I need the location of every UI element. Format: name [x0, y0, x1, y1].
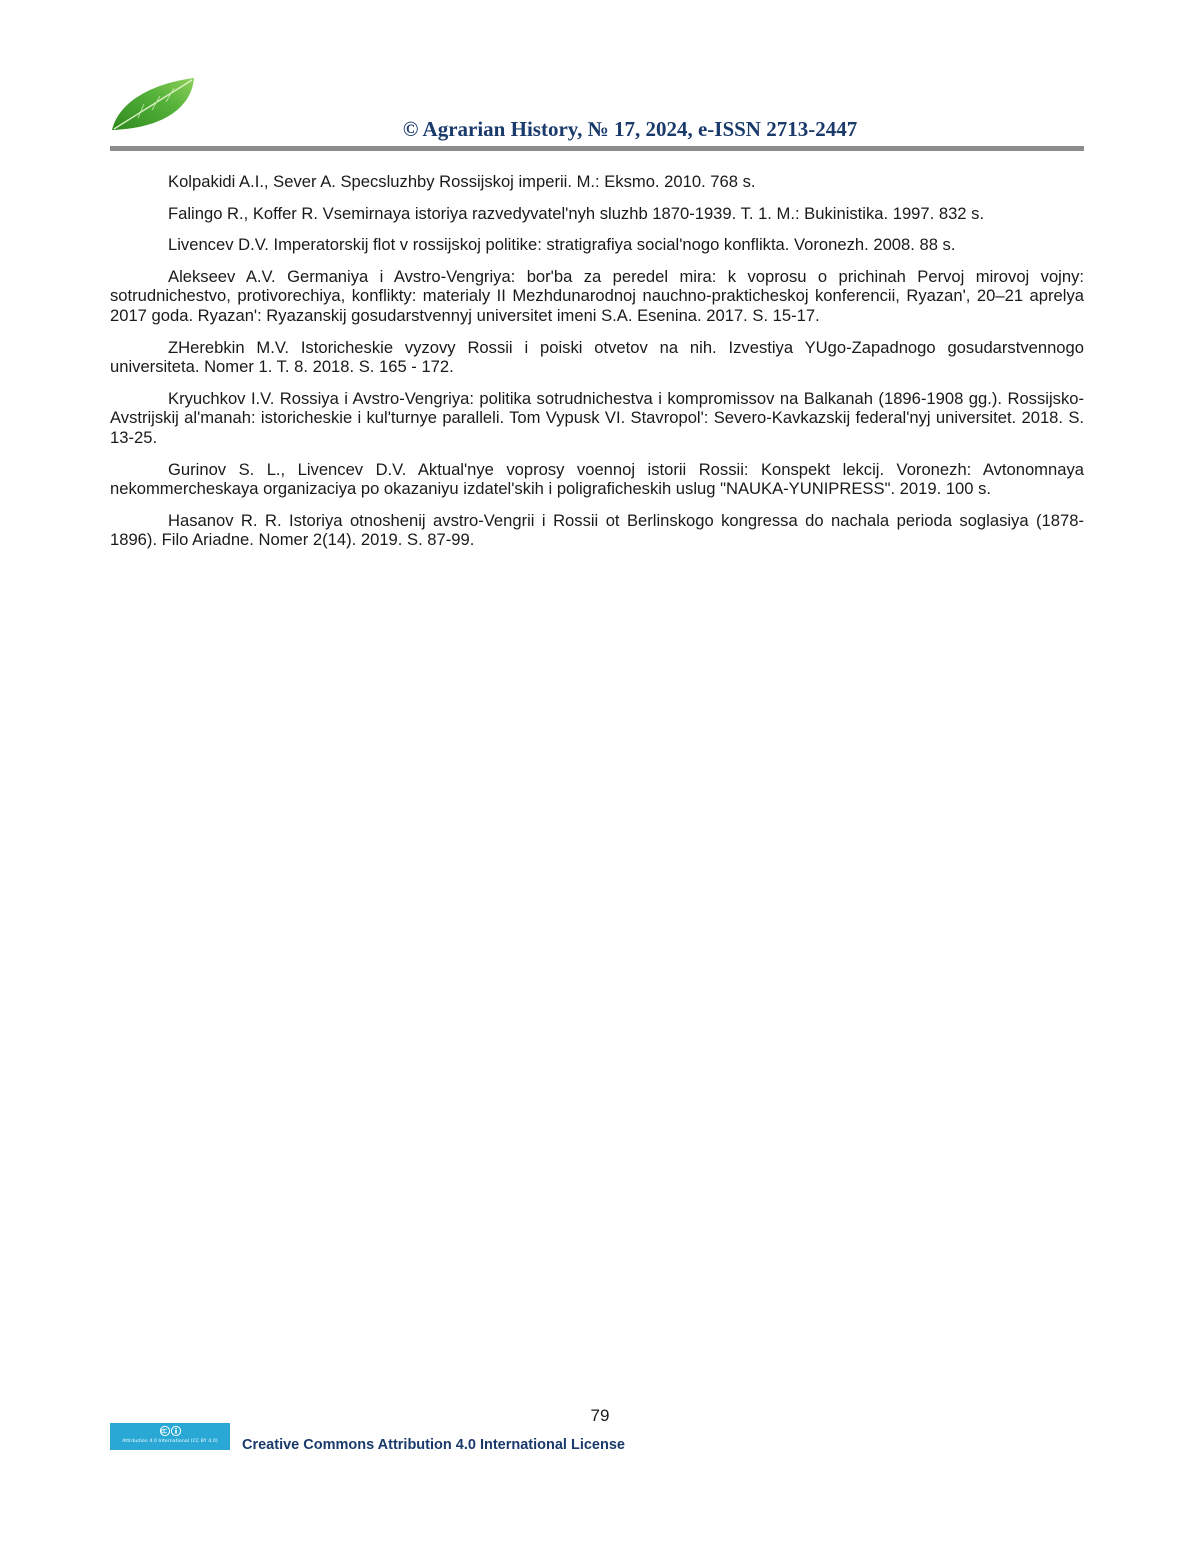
- reference-item: Falingo R., Koffer R. Vsemirnaya istoriya razvedyvatel'nyh sluzhb 1870-1939. T. 1. M.: Bukinistika. 1997. 832 s.: [168, 203, 985, 223]
- header-divider: [110, 146, 1084, 151]
- reference-item: Alekseev A.V. Germaniya i Avstro-Vengriya: bor'ba za peredel mira: k voprosu o prichinah Pervoj mirovoj vojny: sotrudnichestvo, protivorechiya, konflikty: materialy II Mezhdunarodnoj nauchno-prakticheskoj konferencii, Ryazan', 20–21 aprelya 2017 goda. Ryazan': Ryazanskij gosudarstvennyj universitet imeni S.A. Esenina. 2017. S. 15-17.: [110, 266, 1084, 325]
- page-number: 79: [590, 1406, 610, 1425]
- reference-item: Livencev D.V. Imperatorskij flot v rossijskoj politike: stratigrafiya social'nogo konflikta. Voronezh. 2008. 88 s.: [168, 235, 956, 255]
- license-link[interactable]: Creative Commons Attribution 4.0 International License: [242, 1437, 625, 1453]
- reference-item: Hasanov R. R. Istoriya otnoshenij avstro-Vengrii i Rossii ot Berlinskogo kongressa do nachala perioda soglasiya (1878-1896). Filo Ariadne. Nomer 2(14). 2019. S. 87-99.: [110, 510, 1084, 550]
- reference-list: [110, 172, 1084, 562]
- cc-by-icon: [110, 1425, 230, 1437]
- reference-item: Kryuchkov I.V. Rossiya i Avstro-Vengriya: politika sotrudnichestva i kompromissov na Balkanah (1896-1908 gg.). Rossijsko-Avstrijskij al'manah: istoricheskie i kul'turnye paralleli. Tom Vypusk VI. Stavropol': Severo-Kavkazskij federal'nyj universitet. 2018. S. 13-25.: [110, 388, 1084, 447]
- leaf-icon: [108, 74, 200, 134]
- reference-item: Gurinov S. L., Livencev D.V. Aktual'nye voprosy voennoj istorii Rossii: Konspekt lekcij. Voronezh: Avtonomnaya nekommercheskaya organizaciya po okazaniyu izdatel'skih i poligraficheskih uslug "NAUKA-YUNIPRESS". 2019. 100 s.: [110, 459, 1084, 499]
- cc-badge-label: Attribution 4.0 International (CC BY 4.0): [122, 1439, 218, 1444]
- cc-by-license-badge: [110, 1423, 230, 1450]
- reference-item: ZHerebkin M.V. Istoricheskie vyzovy Rossii i poiski otvetov na nih. Izvestiya YUgo-Zapadnogo gosudarstvennogo universiteta. Nomer 1. T. 8. 2018. S. 165 - 172.: [110, 337, 1084, 377]
- reference-item: Kolpakidi A.I., Sever A. Specsluzhby Rossijskoj imperii. M.: Eksmo. 2010. 768 s.: [168, 172, 756, 191]
- journal-title: © Agrarian History, № 17, 2024, e-ISSN 2713-2447: [402, 117, 858, 141]
